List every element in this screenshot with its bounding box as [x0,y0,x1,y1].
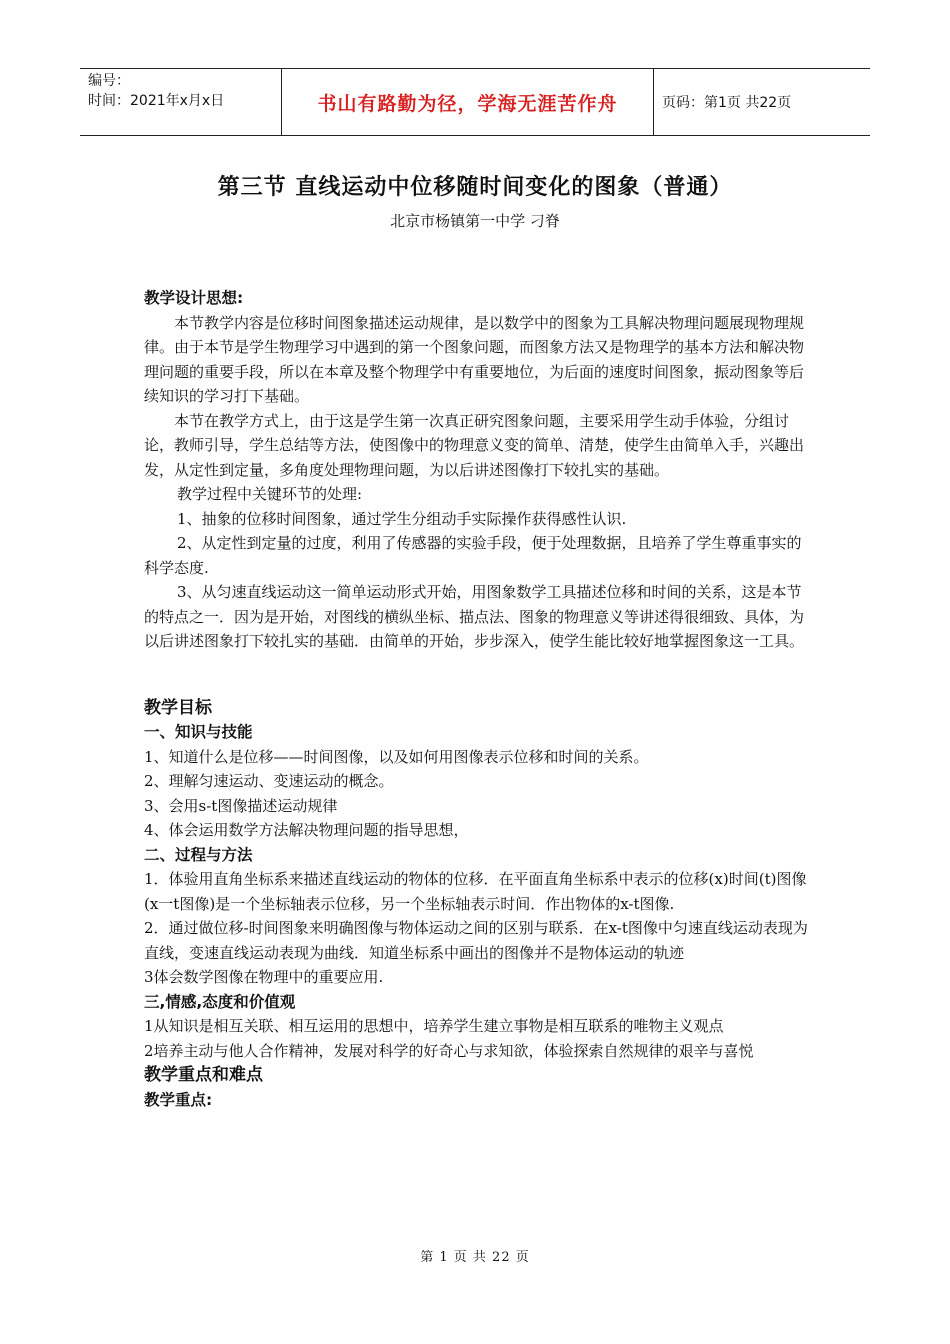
author-line: 北京市杨镇第一中学 刁脊 [390,212,560,230]
key-points-heading: 教学重点和难点 [144,1065,263,1085]
document-body [144,286,812,1112]
goals-section-heading: 三,情感,态度和价值观 [144,992,296,1011]
motto: 书山有路勤为径，学海无涯苦作舟 [317,92,618,115]
key-points-subheading: 教学重点: [144,1090,213,1109]
page-footer: 第 1 页 共 22 页 [420,1250,530,1265]
goals-heading: 教学目标 [144,697,212,718]
list-item: 1从知识是相互关联、相互运用的思想中，培养学生建立事物是相互联系的唯物主义观点 [144,1017,724,1035]
document-header [80,68,870,136]
page-info: 页码：第1页 共22页 [654,69,871,136]
list-item: 4、体会运用数学方法解决物理问题的指导思想， [144,821,469,839]
goals-section-heading: 二、过程与方法 [144,845,253,864]
design-paragraph: 本节教学内容是位移时间图象描述运动规律，是以数学中的图象为工具解决物理问题展现物理规律。由于本节是学生物理学习中遇到的第一个图象问题，而图象方法又是物理学的基本方法和解决物理问题的重要手段，所以在本章及整个物理学中有重要地位，为后面的速度时间图象，振动图象等后续知识的学习打下基础。 [144,313,805,405]
list-item: 1．体验用直角坐标系来描述直线运动的物体的位移．在平面直角坐标系中表示的位移(x)时间(t)图像(x一t图像)是一个坐标轴表示位移，另一个坐标轴表示时间．作出物体的x-t图像. [144,870,807,913]
design-paragraph: 3、从匀速直线运动这一简单运动形式开始，用图象数学工具描述位移和时间的关系，这是本节的特点之一．因为是开始，对图线的横纵坐标、描点法、图象的物理意义等讲述得很细致、具体，为以后讲述图象打下较扎实的基础．由简单的开始，步步深入，使学生能比较好地掌握图象这一工具。 [144,583,805,650]
header-motto-cell [282,69,654,136]
goals-section-heading: 一、知识与技能 [144,723,253,741]
page-title: 第三节 直线运动中位移随时间变化的图象（普通） [217,175,733,200]
list-item: 2培养主动与他人合作精神，发展对科学的好奇心与求知欲，体验探索自然规律的艰辛与喜悦 [144,1041,754,1060]
document-date: 时间：2021年x月x日 [88,93,225,109]
list-item: 3体会数学图像在物理中的重要应用. [144,968,384,986]
section-gap [144,654,812,696]
list-item: 3、会用s-t图像描述运动规律 [144,796,338,815]
header-meta [80,69,282,136]
design-paragraph: 1、抽象的位移时间图象，通过学生分组动手实际操作获得感性认识. [177,509,627,528]
design-paragraph: 教学过程中关键环节的处理: [177,485,363,503]
design-heading: 教学设计思想: [144,289,244,307]
list-item: 2、理解匀速运动、变速运动的概念。 [144,772,394,790]
list-item: 1、知道什么是位移——时间图像，以及如何用图像表示位移和时间的关系。 [144,747,649,766]
design-paragraph: 2、从定性到定量的过度，利用了传感器的实验手段，便于处理数据，且培养了学生尊重事实的科学态度. [144,534,802,577]
document-number: 编号： [88,73,130,89]
design-paragraph: 本节在教学方式上，由于这是学生第一次真正研究图象问题，主要采用学生动手体验，分组讨论，教师引导，学生总结等方法，使图像中的物理意义变的简单、清楚，使学生由简单入手，兴趣出发，从定性到定量，多角度处理物理问题，为以后讲述图像打下较扎实的基础。 [144,411,805,479]
list-item: 2．通过做位移-时间图象来明确图像与物体运动之间的区别与联系．在x-t图像中匀速直线运动表现为直线，变速直线运动表现为曲线．知道坐标系中画出的图像并不是物体运动的轨迹 [144,919,808,962]
